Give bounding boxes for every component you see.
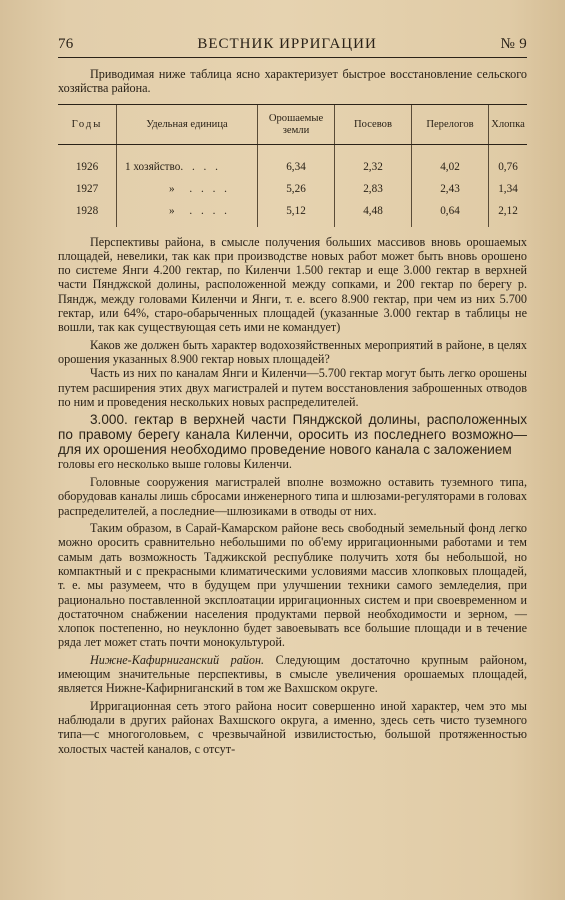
cell-sown: 4,48	[335, 201, 412, 227]
header-cotton: Хлопка	[489, 104, 528, 144]
page-number: 76	[58, 36, 74, 52]
cell-cotton: 1,34	[489, 179, 528, 201]
leader-dots: . . . .	[180, 160, 221, 173]
cell-sown: 2,83	[335, 179, 412, 201]
cell-year: 1926	[75, 160, 99, 173]
cell-fallow: 0,64	[412, 201, 489, 227]
cell-irrigated: 5,12	[258, 201, 335, 227]
header-fallow: Перелогов	[412, 104, 489, 144]
cell-fallow: 4,02	[412, 144, 489, 179]
table-row	[58, 201, 527, 227]
header-sown: Посевов	[335, 104, 412, 144]
header-unit: Удельная единица	[117, 104, 258, 144]
paragraph-lower-kafirnigan	[58, 653, 527, 696]
cell-cotton: 0,76	[489, 144, 528, 179]
paragraph-perspectives: Перспективы района, в смысле получения больших массивов вновь орошаемых площадей, невелики, так как при производстве новых работ может быть вновь орошено по системе Янги 4.200 гектар, по Киленчи 1.500 гектар и еще 3.000 гектар в верхней части Пянджской долины, расположенной между сопками, и 200 гектар по берегу р. Пяндж, между головами Киленчи и Янги, т. е. всего 8.900 гектар, при чем из них 5.700 гектар, или 64%, старо-обарыченных площадей (указанные 3.000 гектар в таблицы не вошли, так как существующая сеть ими не командует)	[58, 234, 527, 335]
table-row	[58, 144, 527, 179]
header-rule	[58, 57, 527, 58]
cell-cotton: 2,12	[489, 201, 528, 227]
leader-dots: . . . .	[189, 204, 230, 217]
emphasized-paragraph	[58, 412, 527, 472]
section-title-italic: Нижне-Кафирниганский район.	[90, 652, 265, 667]
paragraph-new-canal: 3.000. гектар в верхней части Пянджской долины, расположенных по правому берегу канала Киленчи, оросить из последнего возможно— для их орошения необходимо проведение нового канала с заложением	[58, 412, 527, 458]
cell-year: 1927	[75, 182, 99, 195]
cell-unit-text: »	[169, 182, 175, 195]
paragraph-new-canal-tail: головы его несколько выше головы Киленчи.	[58, 457, 292, 472]
cell-fallow: 2,43	[412, 179, 489, 201]
intro-paragraph: Приводимая ниже таблица ясно характеризует быстрое восстановление сельского хозяйства района.	[58, 67, 527, 96]
cell-unit	[117, 201, 258, 227]
paragraph-question: Каков же должен быть характер водохозяйственных мероприятий в районе, в целях орошения указанных 8.900 гектар новых площадей?	[58, 337, 527, 366]
cell-irrigated: 5,26	[258, 179, 335, 201]
table-row	[58, 179, 527, 201]
cell-unit-text: 1 хозяйство	[125, 160, 181, 173]
cell-sown: 2,32	[335, 144, 412, 179]
agriculture-table	[58, 104, 527, 227]
header-irrigated: Орошаемые земли	[258, 104, 335, 144]
cell-year: 1928	[75, 204, 99, 217]
paragraph-headworks: Головные сооружения магистралей вполне возможно оставить туземного типа, оборудовав каналы лишь сбросами инженерного типа и шлюзами-регуляторами в головах распределителей, а последние—шлюзиками в отводы от них.	[58, 475, 527, 518]
leader-dots: . . . .	[189, 182, 230, 195]
table-header-row	[58, 104, 527, 144]
running-header	[58, 36, 527, 53]
header-years: Годы	[58, 104, 117, 144]
paragraph-sarai-kamar: Таким образом, в Сарай-Камарском районе весь свободный земельный фонд легко можно оросить сравнительно небольшими по об'ему ирригационными работами и тем самым дать возможность Таджикской республике получить хотя бы небольшой, но компактный и с прекрасными климатическими условиями массив хлопковых площадей, т. е. мы разумеем, что в будущем при улучшении техники самого земледелия, при рационально поставленной эксплоатации ирригационных систем и при своевременном и достаточном снабжении населения продуктами первой необходимости и зерном, — хлопок постепенно, но неуклонно будет завоевывать все большие площади и в течение ряда лет может стать почти монокультурой.	[58, 521, 527, 650]
cell-unit-text: »	[169, 204, 175, 217]
paragraph-lower-kafirnigan-text: Следующим достаточно крупным районом, имеющим значительные перспективы, в смысле увеличения орошаемых площадей, является Нижне-Кафирниганский в том же Вахшском округе.	[58, 652, 527, 696]
issue-number: № 9	[500, 36, 527, 52]
cell-unit	[117, 179, 258, 201]
paragraph-canals: Часть из них по каналам Янги и Киленчи—5.700 гектар могут быть легко орошены путем расширения этих двух магистралей и путем восстановления заброшенных отводов по ним и проведения нескольких новых распределителей.	[58, 366, 527, 409]
journal-title: ВЕСТНИК ИРРИГАЦИИ	[197, 36, 377, 52]
cell-unit	[117, 144, 258, 179]
cell-irrigated: 6,34	[258, 144, 335, 179]
paragraph-irrigation-network: Ирригационная сеть этого района носит совершенно иной характер, чем это мы наблюдали в других районах Вахшского округа, а именно, здесь сеть чисто туземного типа—с многоголовьем, с чрезвычайной извилистостью, большой протяженностью холостых частей каналов, с отсут-	[58, 698, 527, 756]
